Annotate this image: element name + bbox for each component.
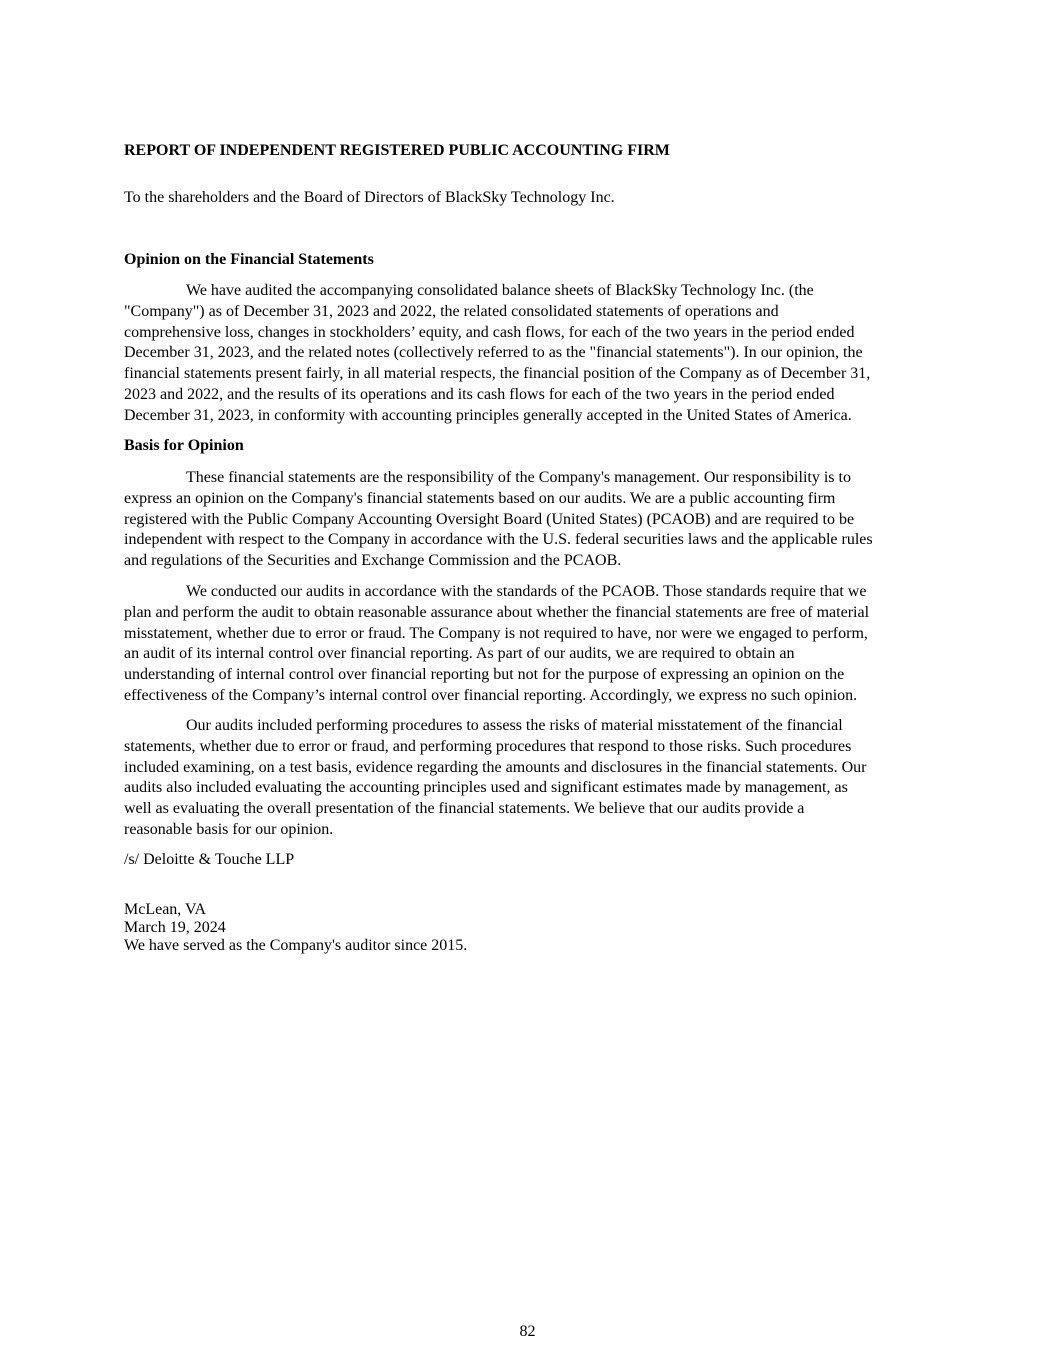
report-title: REPORT OF INDEPENDENT REGISTERED PUBLIC ACCOUNTING FIRM <box>124 142 670 159</box>
paragraph-line: financial statements present fairly, in all material respects, the financial position of the Company as of December 31, <box>124 365 871 383</box>
page-number: 82 <box>519 1323 536 1340</box>
report-date: March 19, 2024 <box>124 919 226 936</box>
signature-block <box>124 901 944 955</box>
paragraph-line: comprehensive loss, changes in stockholders’ equity, and cash flows, for each of the two years in the period ended <box>124 323 855 341</box>
paragraph-line: and regulations of the Securities and Exchange Commission and the PCAOB. <box>124 552 622 570</box>
paragraph-line: statements, whether due to error or fraud, and performing procedures that respond to those risks. Such procedures <box>124 737 852 755</box>
paragraph-line: audits also included evaluating the accounting principles used and significant estimates made by management, as <box>124 779 848 797</box>
opinion-paragraph <box>124 281 944 427</box>
basis-heading: Basis for Opinion <box>124 437 244 454</box>
paragraph-line: misstatement, whether due to error or fraud. The Company is not required to have, nor were we engaged to perform, <box>124 624 868 642</box>
paragraph-line: December 31, 2023, and the related notes (collectively referred to as the "financial statements"). In our opinion, the <box>124 344 863 362</box>
paragraph-line: included examining, on a test basis, evidence regarding the amounts and disclosures in the financial statements. Our <box>124 758 867 776</box>
paragraph-line: an audit of its internal control over financial reporting. As part of our audits, we are required to obtain an <box>124 645 795 663</box>
paragraph-line: well as evaluating the overall presentation of the financial statements. We believe that our audits provide a <box>124 800 805 818</box>
paragraph-line: Our audits included performing procedures to assess the risks of material misstatement of the financial <box>186 717 843 734</box>
paragraph-line: 2023 and 2022, and the results of its operations and its cash flows for each of the two years in the period ended <box>124 385 835 403</box>
paragraph-line: plan and perform the audit to obtain reasonable assurance about whether the financial statements are free of material <box>124 603 870 621</box>
basis-paragraph-1 <box>124 468 944 572</box>
paragraph-line: independent with respect to the Company in accordance with the U.S. federal securities laws and the applicable rules <box>124 531 873 549</box>
paragraph-line: We have audited the accompanying consolidated balance sheets of BlackSky Technology Inc. (the <box>186 282 814 299</box>
basis-paragraph-3 <box>124 716 944 841</box>
paragraph-line: express an opinion on the Company's financial statements based on our audits. We are a public accounting firm <box>124 489 836 507</box>
opinion-heading: Opinion on the Financial Statements <box>124 251 374 268</box>
paragraph-line: We conducted our audits in accordance with the standards of the PCAOB. Those standards require that we <box>186 583 867 600</box>
signature: /s/ Deloitte & Touche LLP <box>124 851 295 868</box>
paragraph-line: understanding of internal control over financial reporting but not for the purpose of expressing an opinion on the <box>124 666 845 684</box>
paragraph-line: registered with the Public Company Accounting Oversight Board (United States) (PCAOB) and are required to be <box>124 510 855 528</box>
paragraph-line: reasonable basis for our opinion. <box>124 820 334 838</box>
paragraph-line: These financial statements are the responsibility of the Company's management. Our responsibility is to <box>186 469 851 486</box>
basis-paragraph-2 <box>124 582 944 707</box>
location: McLean, VA <box>124 901 207 918</box>
paragraph-line: "Company") as of December 31, 2023 and 2022, the related consolidated statements of operations and <box>124 302 779 320</box>
addressee: To the shareholders and the Board of Directors of BlackSky Technology Inc. <box>124 189 615 206</box>
auditor-tenure: We have served as the Company's auditor since 2015. <box>124 937 468 954</box>
paragraph-line: effectiveness of the Company’s internal control over financial reporting. Accordingly, we express no such opinion. <box>124 686 858 704</box>
paragraph-line: December 31, 2023, in conformity with accounting principles generally accepted in the United States of America. <box>124 406 852 424</box>
